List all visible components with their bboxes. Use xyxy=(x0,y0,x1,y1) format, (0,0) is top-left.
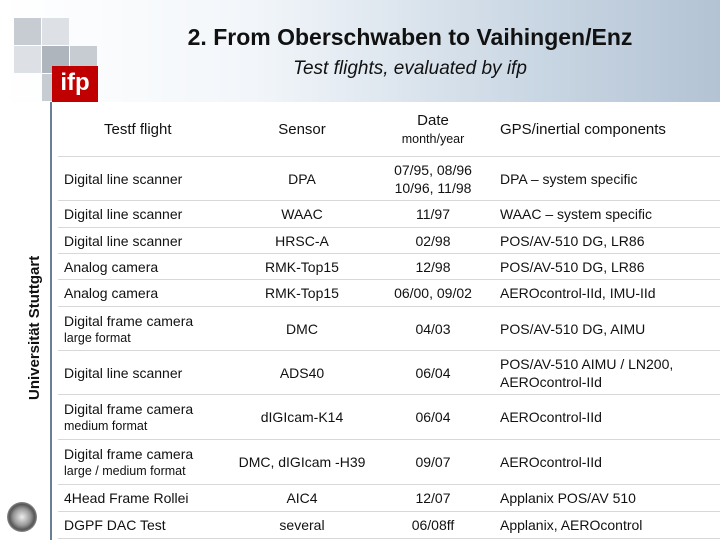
cell-date: 12/98 xyxy=(372,254,494,280)
cell-date: 06/00, 09/02 xyxy=(372,280,494,307)
cell-sensor: AIC4 xyxy=(232,485,372,512)
flight-label: Analog camera xyxy=(64,285,159,301)
cell-date: 09/07 xyxy=(372,440,494,485)
cell-date: 06/08ff xyxy=(372,512,494,539)
table-row xyxy=(58,280,720,307)
cell-gps: POS/AV-510 DG, AIMU xyxy=(494,307,720,351)
table-row xyxy=(58,307,720,351)
flight-format: medium format xyxy=(64,419,148,433)
cell-gps: POS/AV-510 DG, LR86 xyxy=(494,228,720,254)
cell-date: 06/04 xyxy=(372,395,494,440)
table-row xyxy=(58,351,720,395)
table-row xyxy=(58,395,720,440)
flight-label: Digital line scanner xyxy=(64,364,183,381)
flight-label: Digital frame camera xyxy=(64,446,194,462)
cell-gps: POS/AV-510 AIMU / LN200, AEROcontrol-IId xyxy=(494,351,720,395)
cell-date: 12/07 xyxy=(372,485,494,512)
cell-date: 06/04 xyxy=(372,351,494,395)
cell-flight xyxy=(58,395,232,440)
test-flights-table xyxy=(58,104,720,539)
flight-label: DGPF DAC Test xyxy=(64,517,166,533)
cell-flight xyxy=(58,512,232,539)
cell-gps: AEROcontrol-IId, IMU-IId xyxy=(494,280,720,307)
header-date: Date month/year xyxy=(372,104,494,157)
flight-label: 4Head Frame Rollei xyxy=(64,490,189,506)
cell-flight xyxy=(58,201,232,228)
cell-flight xyxy=(58,485,232,512)
flight-format: large format xyxy=(64,330,131,345)
cell-flight xyxy=(58,307,232,351)
sidebar-divider xyxy=(50,102,52,540)
cell-gps: AEROcontrol-IId xyxy=(494,440,720,485)
header-flight: Testf flight xyxy=(58,104,232,157)
cell-sensor: WAAC xyxy=(232,201,372,228)
flight-format: large / medium format xyxy=(64,464,186,478)
table-row xyxy=(58,512,720,539)
cell-sensor: HRSC-A xyxy=(232,228,372,254)
cell-date: 02/98 xyxy=(372,228,494,254)
table-row xyxy=(58,440,720,485)
cell-flight xyxy=(58,351,232,395)
cell-sensor: RMK-Top15 xyxy=(232,254,372,280)
table-header-row xyxy=(58,104,720,157)
slide-title: 2. From Oberschwaben to Vaihingen/Enz xyxy=(187,24,633,50)
cell-sensor: ADS40 xyxy=(232,351,372,395)
cell-date: 04/03 xyxy=(372,307,494,351)
slide-subtitle: Test flights, evaluated by ifp xyxy=(293,58,527,79)
flight-label: Digital frame camera xyxy=(64,312,194,329)
cell-sensor: DPA xyxy=(232,157,372,201)
table-row xyxy=(58,485,720,512)
cell-sensor: dIGIcam-K14 xyxy=(232,395,372,440)
header-gps: GPS/inertial components xyxy=(494,104,720,157)
table-row xyxy=(58,254,720,280)
flight-label: Digital line scanner xyxy=(64,170,183,187)
flight-label: Analog camera xyxy=(64,258,159,275)
university-name: Universität Stuttgart xyxy=(26,255,43,400)
flight-label: Digital frame camera xyxy=(64,401,194,417)
cell-sensor: several xyxy=(232,512,372,539)
cell-sensor: RMK-Top15 xyxy=(232,280,372,307)
cell-gps: Applanix POS/AV 510 xyxy=(494,485,720,512)
cell-gps: DPA – system specific xyxy=(494,157,720,201)
table-row xyxy=(58,228,720,254)
table-row xyxy=(58,157,720,201)
cell-flight xyxy=(58,157,232,201)
university-seal-icon xyxy=(7,502,37,532)
flight-label: Digital line scanner xyxy=(64,232,183,249)
cell-flight xyxy=(58,440,232,485)
cell-gps: WAAC – system specific xyxy=(494,201,720,228)
cell-date: 07/95, 08/96 10/96, 11/98 xyxy=(372,157,494,201)
cell-date: 11/97 xyxy=(372,201,494,228)
ifp-logo: ifp xyxy=(52,66,98,102)
cell-flight xyxy=(58,228,232,254)
table-row xyxy=(58,201,720,228)
cell-flight xyxy=(58,254,232,280)
header-sensor: Sensor xyxy=(232,104,372,157)
cell-gps: POS/AV-510 DG, LR86 xyxy=(494,254,720,280)
cell-gps: Applanix, AEROcontrol xyxy=(494,512,720,539)
cell-sensor: DMC, dIGIcam -H39 xyxy=(232,440,372,485)
cell-gps: AEROcontrol-IId xyxy=(494,395,720,440)
cell-sensor: DMC xyxy=(232,307,372,351)
slide-header xyxy=(0,0,720,102)
flight-label: Digital line scanner xyxy=(64,206,183,222)
cell-flight xyxy=(58,280,232,307)
